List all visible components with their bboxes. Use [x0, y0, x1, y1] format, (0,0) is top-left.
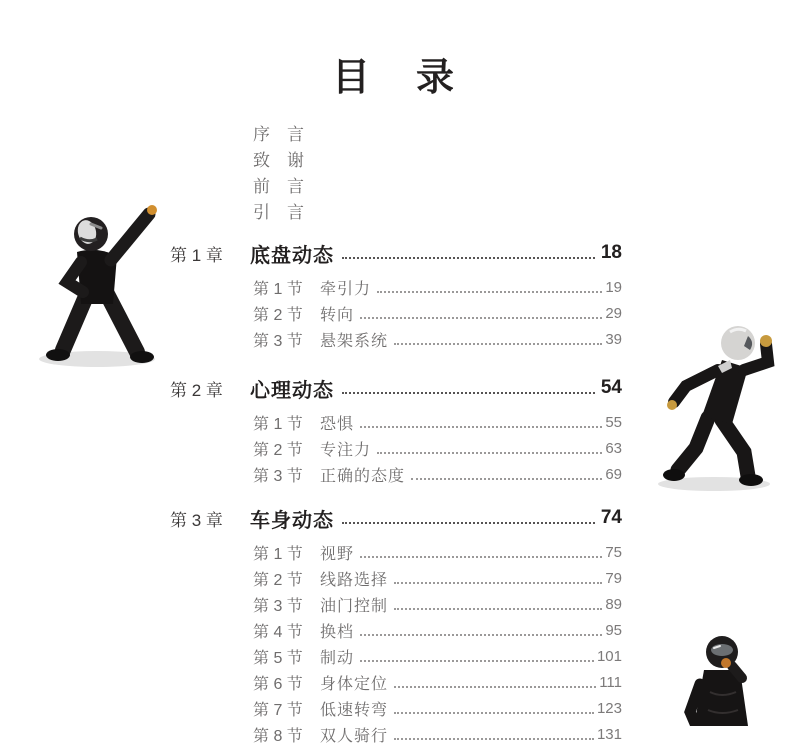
- dotted-leader: [394, 582, 602, 584]
- section-title: 悬架系统: [320, 332, 389, 350]
- section-page-number: 111: [599, 673, 622, 691]
- dotted-leader: [394, 738, 594, 740]
- section-page-number: 89: [605, 595, 622, 613]
- dotted-leader: [394, 343, 602, 345]
- dotted-leader: [394, 712, 594, 714]
- section-title: 转向: [320, 306, 355, 324]
- dotted-leader: [360, 426, 602, 428]
- rider-photo-left: [25, 202, 167, 370]
- chapter-page-number: 18: [600, 242, 622, 263]
- section-page-number: 123: [596, 699, 622, 717]
- section-page-number: 95: [605, 621, 622, 639]
- section-page-number: 131: [596, 725, 622, 743]
- dotted-leader: [342, 522, 595, 524]
- front-matter-item: 前 言: [253, 177, 304, 196]
- front-matter-item: 致 谢: [253, 151, 304, 170]
- page-title: 目 录: [331, 57, 458, 99]
- section-number-label: 第 3 节: [253, 467, 303, 485]
- section-page-number: 19: [605, 278, 622, 296]
- dotted-leader: [411, 478, 602, 480]
- section-row: [170, 669, 622, 695]
- chapter-title: 车身动态: [250, 509, 334, 532]
- section-title: 视野: [320, 545, 355, 563]
- chapter-title: 底盘动态: [250, 244, 334, 267]
- chapter-number-label: 第 1 章: [170, 245, 223, 265]
- section-title: 身体定位: [320, 675, 389, 693]
- rider-photo-right: [652, 318, 788, 494]
- section-row: [170, 565, 622, 591]
- section-number-label: 第 6 节: [253, 675, 303, 693]
- dotted-leader: [342, 392, 595, 394]
- chapter-number-label: 第 2 章: [170, 380, 223, 400]
- section-number-label: 第 3 节: [253, 597, 303, 615]
- section-page-number: 55: [605, 413, 622, 431]
- section-title: 专注力: [320, 441, 372, 459]
- section-row: [170, 326, 622, 352]
- section-row: [170, 539, 622, 565]
- dotted-leader: [377, 452, 602, 454]
- section-title: 低速转弯: [320, 701, 389, 719]
- section-title: 油门控制: [320, 597, 389, 615]
- front-matter-item: 引 言: [253, 203, 304, 222]
- section-number-label: 第 3 节: [253, 332, 303, 350]
- section-number-label: 第 2 节: [253, 306, 303, 324]
- section-row: [170, 435, 622, 461]
- section-row: [170, 591, 622, 617]
- section-number-label: 第 2 节: [253, 441, 303, 459]
- section-title: 正确的态度: [320, 467, 406, 485]
- section-title: 双人骑行: [320, 727, 389, 745]
- section-page-number: 69: [605, 465, 622, 483]
- section-page-number: 79: [605, 569, 622, 587]
- section-title: 恐惧: [320, 415, 355, 433]
- dotted-leader: [360, 634, 602, 636]
- dotted-leader: [377, 291, 602, 293]
- section-row: [170, 695, 622, 721]
- rider-photo-bottom-partial: [680, 632, 766, 726]
- section-number-label: 第 2 节: [253, 571, 303, 589]
- section-title: 牵引力: [320, 280, 372, 298]
- section-number-label: 第 1 节: [253, 415, 303, 433]
- front-matter: [253, 122, 304, 226]
- section-page-number: 75: [605, 543, 622, 561]
- section-row: [170, 617, 622, 643]
- dotted-leader: [342, 257, 595, 259]
- front-matter-item: 序 言: [253, 125, 304, 144]
- section-row: [170, 300, 622, 326]
- section-row: [170, 643, 622, 669]
- chapter-group-1: [170, 238, 622, 352]
- chapter-heading: [170, 373, 622, 403]
- section-page-number: 29: [605, 304, 622, 322]
- section-row: [170, 274, 622, 300]
- dotted-leader: [360, 660, 594, 662]
- section-row: [170, 721, 622, 747]
- section-row: [170, 409, 622, 435]
- motorcyclist-pointing-up-icon: [25, 202, 167, 370]
- section-number-label: 第 7 节: [253, 701, 303, 719]
- motorcyclist-striding-icon: [652, 318, 788, 494]
- section-row: [170, 461, 622, 487]
- chapter-title: 心理动态: [250, 379, 334, 402]
- chapter-group-3: [170, 503, 622, 747]
- section-page-number: 39: [605, 330, 622, 348]
- dotted-leader: [394, 686, 596, 688]
- chapter-group-2: [170, 373, 622, 487]
- dotted-leader: [360, 317, 602, 319]
- section-page-number: 63: [605, 439, 622, 457]
- section-title: 换档: [320, 623, 355, 641]
- section-number-label: 第 4 节: [253, 623, 303, 641]
- section-title: 制动: [320, 649, 355, 667]
- dotted-leader: [360, 556, 602, 558]
- chapter-number-label: 第 3 章: [170, 510, 223, 530]
- section-number-label: 第 8 节: [253, 727, 303, 745]
- section-number-label: 第 1 节: [253, 545, 303, 563]
- motorcyclist-pointing-forward-icon: [680, 632, 766, 726]
- section-title: 线路选择: [320, 571, 389, 589]
- section-number-label: 第 1 节: [253, 280, 303, 298]
- section-page-number: 101: [596, 647, 622, 665]
- dotted-leader: [394, 608, 602, 610]
- chapter-page-number: 74: [600, 507, 622, 528]
- chapter-page-number: 54: [600, 377, 622, 398]
- section-number-label: 第 5 节: [253, 649, 303, 667]
- chapter-heading: [170, 503, 622, 533]
- chapter-heading: [170, 238, 622, 268]
